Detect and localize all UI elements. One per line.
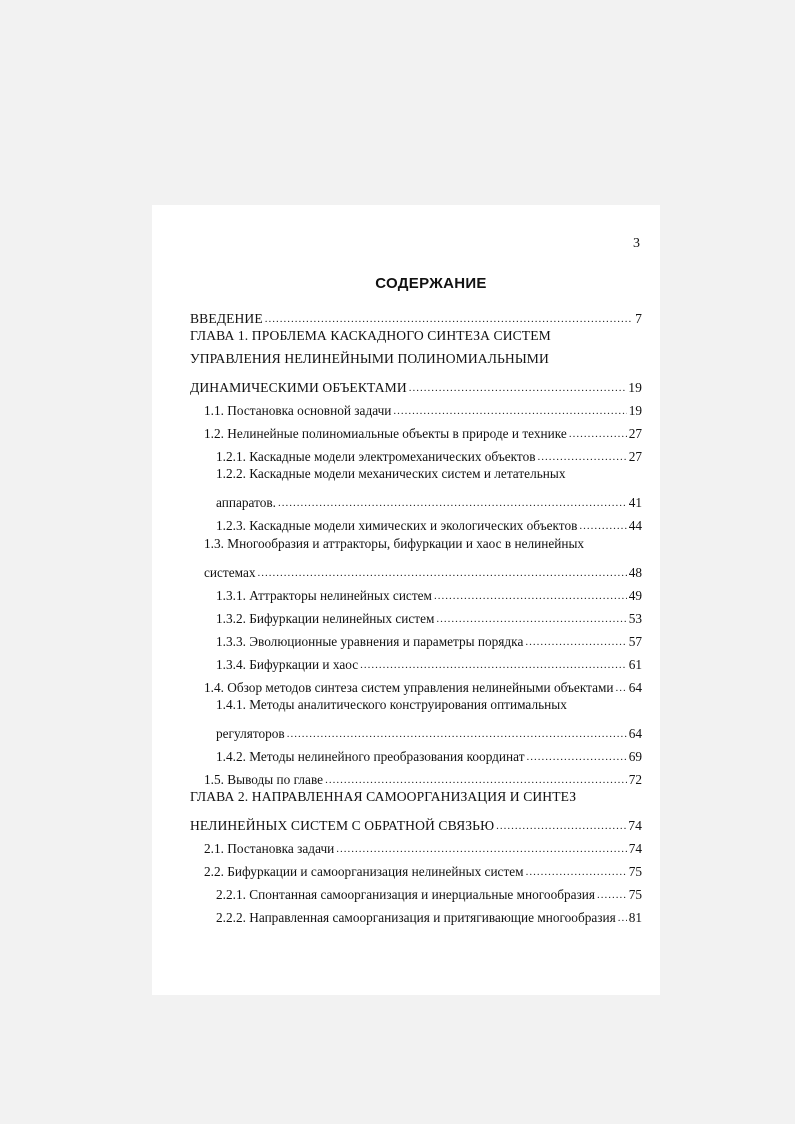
toc-section-1-3-line-1[interactable]: 1.3. Многообразия и аттракторы, бифуркации и хаос в нелинейных	[204, 536, 585, 551]
toc-section-1-3-2[interactable]	[216, 605, 642, 627]
toc-entry-label: регуляторов	[216, 726, 285, 741]
toc-title: СОДЕРЖАНИЕ	[375, 275, 487, 292]
toc-entry-page: 72	[628, 772, 642, 787]
page-number: 3	[633, 236, 640, 251]
toc-section-1-4[interactable]	[204, 674, 642, 696]
toc-entry-label: системах	[204, 565, 256, 580]
toc-entry-label: 2.2.1. Спонтанная самоорганизация и инерциальные многообразия	[216, 887, 596, 902]
toc-chapter-2-title-line-1[interactable]: ГЛАВА 2. НАПРАВЛЕННАЯ САМООРГАНИЗАЦИЯ И СИНТЕЗ	[190, 789, 577, 804]
toc-section-1-3-3[interactable]	[216, 628, 642, 650]
toc-entry-page: 27	[628, 449, 642, 464]
toc-section-2-2[interactable]	[204, 858, 642, 880]
toc-section-1-4-1[interactable]	[216, 720, 642, 742]
toc-leader-dots	[579, 518, 626, 534]
toc-chapter-1-title-line-1[interactable]: ГЛАВА 1. ПРОБЛЕМА КАСКАДНОГО СИНТЕЗА СИСТЕМ	[190, 328, 551, 343]
toc-leader-dots	[360, 657, 627, 673]
toc-entry-label: 1.4.2. Методы нелинейного преобразования координат	[216, 749, 525, 764]
toc-entry-label: 1.1. Постановка основной задачи	[204, 403, 392, 418]
toc-leader-dots	[597, 887, 627, 903]
toc-leader-dots	[409, 380, 626, 396]
toc-entry-page: 27	[628, 426, 642, 441]
toc-entry-label: 1.2.3. Каскадные модели химических и экологических объектов	[216, 518, 578, 533]
toc-entry-page: 19	[628, 380, 642, 395]
toc-leader-dots	[618, 910, 627, 926]
toc-entry-page: 64	[628, 680, 642, 695]
toc-section-1-2-3[interactable]	[216, 512, 642, 534]
toc-entry-label: 1.4. Обзор методов синтеза систем управления нелинейными объектами	[204, 680, 614, 695]
toc-entry-label: 1.3.2. Бифуркации нелинейных систем	[216, 611, 435, 626]
toc-entry-label: ДИНАМИЧЕСКИМИ ОБЪЕКТАМИ	[190, 380, 407, 395]
toc-leader-dots	[287, 726, 627, 742]
toc-section-1-4-2[interactable]	[216, 743, 642, 765]
toc-leader-dots	[569, 426, 627, 442]
toc-entry-page: 41	[628, 495, 642, 510]
toc-leader-dots	[436, 611, 626, 627]
toc-entry-introduction[interactable]	[190, 305, 642, 327]
toc-leader-dots	[526, 864, 627, 880]
toc-entry-page: 75	[628, 887, 642, 902]
toc-chapter-1[interactable]	[190, 374, 642, 396]
toc-leader-dots	[393, 403, 626, 419]
toc-entry-page: 74	[628, 818, 642, 833]
toc-leader-dots	[496, 818, 626, 834]
toc-leader-dots	[336, 841, 626, 857]
toc-leader-dots	[278, 495, 627, 511]
toc-leader-dots	[538, 449, 627, 465]
toc-section-1-3-4[interactable]	[216, 651, 642, 673]
toc-entry-page: 44	[628, 518, 642, 533]
toc-entry-label: 1.3.3. Эволюционные уравнения и параметры порядка	[216, 634, 524, 649]
toc-leader-dots	[525, 634, 626, 650]
toc-leader-dots	[258, 565, 627, 581]
toc-entry-label: 2.2. Бифуркации и самоорганизация нелинейных систем	[204, 864, 524, 879]
toc-entry-label: ВВЕДЕНИЕ	[190, 311, 263, 326]
toc-section-1-3[interactable]	[204, 559, 642, 581]
toc-section-2-1[interactable]	[204, 835, 642, 857]
toc-entry-page: 81	[628, 910, 642, 925]
toc-section-1-2-2-line-1[interactable]: 1.2.2. Каскадные модели механических систем и летательных	[216, 466, 566, 481]
toc-entry-label: 1.5. Выводы по главе	[204, 772, 324, 787]
toc-section-1-2-1[interactable]	[216, 443, 642, 465]
toc-section-1-3-1[interactable]	[216, 582, 642, 604]
toc-entry-label: 1.2. Нелинейные полиномиальные объекты в природе и технике	[204, 426, 567, 441]
toc-chapter-1-title-line-2[interactable]: УПРАВЛЕНИЯ НЕЛИНЕЙНЫМИ ПОЛИНОМИАЛЬНЫМИ	[190, 351, 549, 366]
toc-section-1-4-1-line-1[interactable]: 1.4.1. Методы аналитического конструирования оптимальных	[216, 697, 567, 712]
toc-entry-page: 19	[628, 403, 642, 418]
toc-entry-label: НЕЛИНЕЙНЫХ СИСТЕМ С ОБРАТНОЙ СВЯЗЬЮ	[190, 818, 495, 833]
toc-entry-label: аппаратов.	[216, 495, 276, 510]
toc-entry-page: 75	[628, 864, 642, 879]
toc-section-1-5[interactable]	[204, 766, 642, 788]
toc-entry-label: 2.2.2. Направленная самоорганизация и притягивающие многообразия	[216, 910, 616, 925]
toc-section-1-2[interactable]	[204, 420, 642, 442]
toc-entry-page: 48	[628, 565, 642, 580]
toc-entry-label: 1.3.4. Бифуркации и хаос	[216, 657, 359, 672]
toc-entry-label: 1.3.1. Аттракторы нелинейных систем	[216, 588, 432, 603]
toc-entry-page: 49	[628, 588, 642, 603]
toc-section-2-2-2[interactable]	[216, 904, 642, 926]
toc-leader-dots	[265, 311, 633, 327]
toc-entry-page: 64	[628, 726, 642, 741]
toc-entry-page: 69	[628, 749, 642, 764]
toc-entry-label: 2.1. Постановка задачи	[204, 841, 335, 856]
toc-section-1-2-2[interactable]	[216, 489, 642, 511]
toc-leader-dots	[527, 749, 627, 765]
toc-leader-dots	[616, 680, 627, 696]
toc-leader-dots	[434, 588, 627, 604]
toc-section-2-2-1[interactable]	[216, 881, 642, 903]
toc-entry-page: 61	[628, 657, 642, 672]
toc-entry-page: 53	[628, 611, 642, 626]
toc-leader-dots	[325, 772, 627, 788]
toc-entry-page: 7	[635, 311, 642, 326]
toc-entry-page: 74	[628, 841, 642, 856]
toc-chapter-2[interactable]	[190, 812, 642, 834]
toc-entry-label: 1.2.1. Каскадные модели электромеханических объектов	[216, 449, 536, 464]
toc-entry-page: 57	[628, 634, 642, 649]
toc-section-1-1[interactable]	[204, 397, 642, 419]
